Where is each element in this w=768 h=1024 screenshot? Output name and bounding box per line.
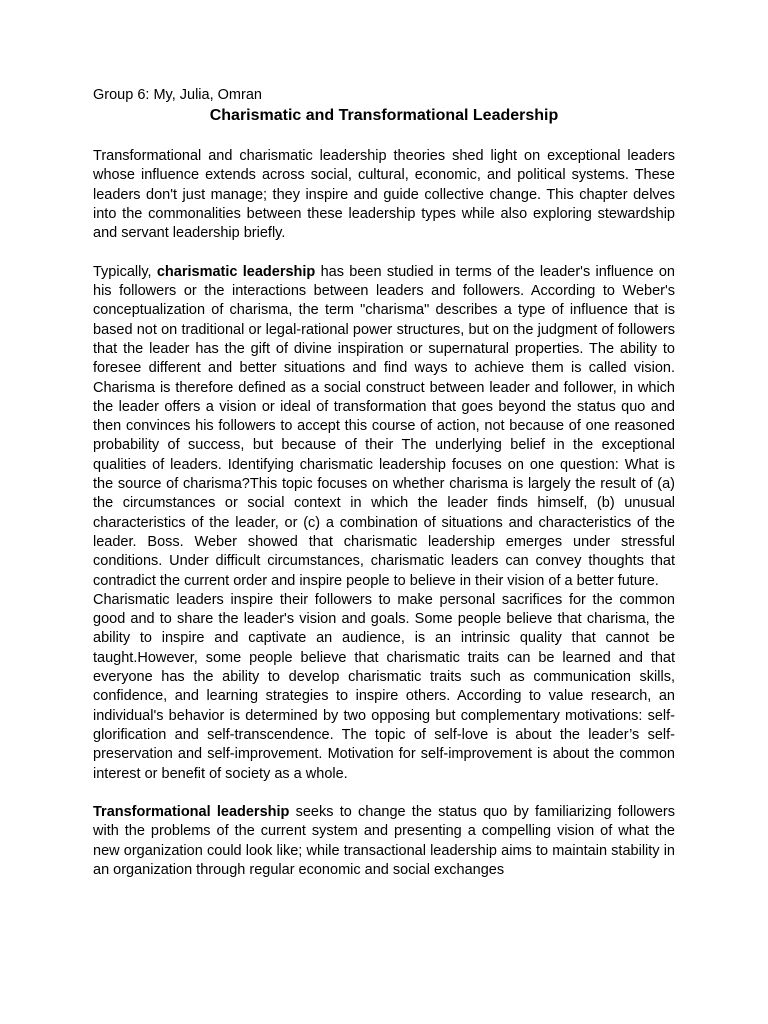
paragraph-charismatic <box>93 263 675 591</box>
paragraph-charismatic-traits: Charismatic leaders inspire their followers to make personal sacrifices for the common good and to share the leader's vision and goals. Some people believe that charisma, the ability to inspire and captivate an audience, is an intrinsic quality that cannot be taught.However, some people believe that charismatic traits can be learned and that everyone has the ability to develop charismatic traits such as communication skills, confidence, and learning strategies to inspire others. According to value research, an individual's behavior is determined by two opposing but complementary motivations: self-glorification and self-transcendence. The topic of self-love is about the leader’s self-preservation and self-improvement. Motivation for self-improvement is about the common interest or benefit of society as a whole. <box>93 591 675 782</box>
paragraph-text: has been studied in terms of the leader's influence on his followers or the interactions between leaders and followers. According to Weber's conceptualization of charisma, the term "charisma" describes a type of influence that is based not on traditional or legal-rational power structures, but on the judgment of followers that the leader has the gift of divine inspiration or supernatural properties. The ability to foresee different and better situations and find ways to achieve them is called vision. Charisma is therefore defined as a social construct between leader and follower, in which the leader offers a vision or ideal of transformation that goes beyond the status quo and then convinces his followers to accept this course of action, not because of one reasoned probability of success, but because of their The underlying belief in the exceptional qualities of leaders. Identifying charismatic leadership focuses on one question: What is the source of charisma?This topic focuses on whether charisma is largely the result of (a) the circumstances or social context in which the leader finds himself, (b) unusual characteristics of the leader, or (c) a combination of situations and characteristics of the leader. Boss. Weber showed that charismatic leadership emerges under stressful conditions. Under difficult circumstances, charismatic leaders can convey thoughts that contradict the current order and inspire people to believe in their vision of a better future. <box>93 263 675 589</box>
document-title: Charismatic and Transformational Leadership <box>209 107 559 124</box>
paragraph-transformational <box>93 803 675 880</box>
term-transformational-leadership: Transformational leadership <box>93 804 290 821</box>
term-charismatic-leadership: charismatic leadership <box>156 263 316 280</box>
paragraph-text: Typically, <box>93 263 157 280</box>
paragraph-text: seeks to change the status quo by familiarizing followers with the problems of the current system and presenting a compelling vision of what the new organization could look like; while transactional leadership aims to maintain stability in an organization through regular economic and social exchanges <box>93 804 675 878</box>
paragraph-gap <box>93 784 675 803</box>
paragraph-gap <box>93 243 675 262</box>
group-members: Group 6: My, Julia, Omran <box>93 87 262 103</box>
paragraph-intro: Transformational and charismatic leadership theories shed light on exceptional leaders whose influence extends across social, cultural, economic, and political systems. These leaders don't just manage; they inspire and guide collective change. This chapter delves into the commonalities between these leadership types while also exploring stewardship and servant leadership briefly. <box>93 148 675 242</box>
